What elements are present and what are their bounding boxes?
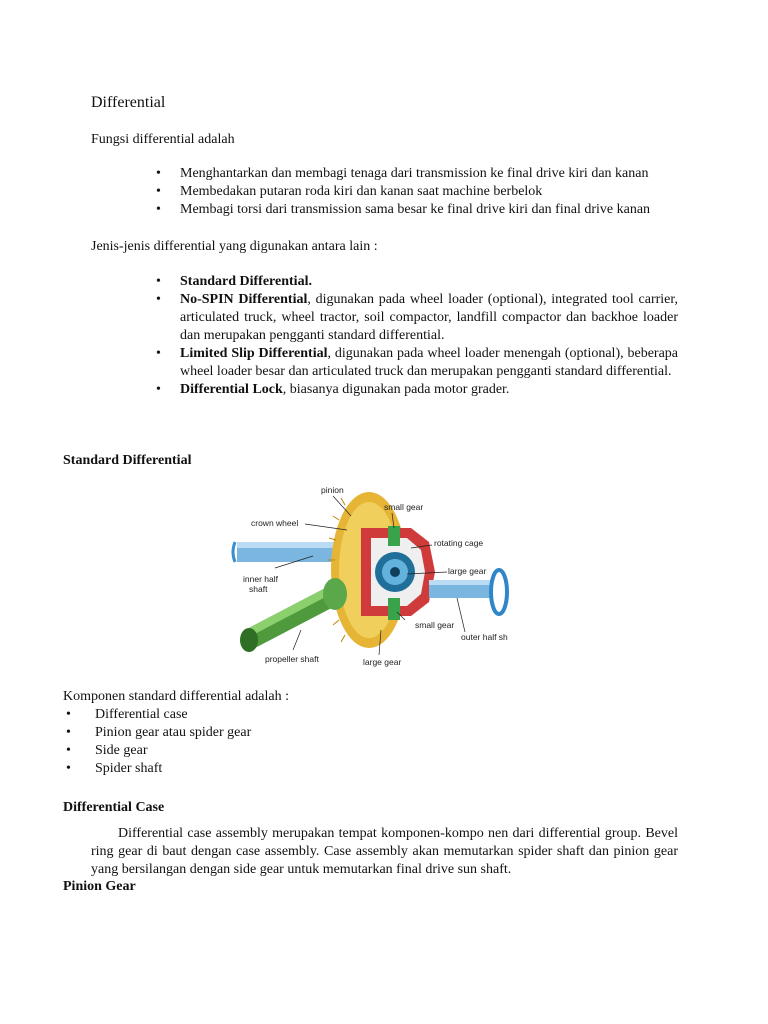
list-item: • Membagi torsi dari transmission sama besar ke final drive kiri dan final drive kanan xyxy=(156,202,651,217)
components-intro: Komponen standard differential adalah : xyxy=(63,689,289,704)
bullet-icon: • xyxy=(66,743,71,758)
label-pinion: pinion xyxy=(321,485,344,495)
list-item: • Pinion gear atau spider gear xyxy=(66,725,252,740)
list-item: • No-SPIN Differential, digunakan pada wheel loader (optional), integrated tool carrier, articulated truck, wheel tractor, soil compactor, landfill compactor dan backhoe loader dan merupakan pengganti standard differential. xyxy=(156,292,678,343)
function-list xyxy=(156,165,676,219)
list-item xyxy=(156,273,678,291)
bullet-icon: • xyxy=(66,761,71,776)
label-small-gear: small gear xyxy=(415,620,455,630)
intro-text: Fungsi differential adalah xyxy=(91,132,235,147)
label-inner-half-shaft: shaft xyxy=(249,584,268,594)
case-paragraph: Differential case assembly merupakan tempat komponen-kompo nen dari differential group. Bevel ring gear di baut dengan case assembly. Case assembly akan memutarkan spider shaft dan pinion gear yang bersilangan dengan side gear untuk memutarkan final drive sun shaft. xyxy=(91,826,678,877)
types-list xyxy=(156,273,678,399)
type-name: Limited Slip Differential xyxy=(180,346,328,361)
label-large-gear: large gear xyxy=(448,566,487,576)
bullet-icon: • xyxy=(66,707,71,722)
label-rotating-cage: rotating cage xyxy=(434,538,484,548)
bullet-icon: • xyxy=(156,346,161,361)
section-heading-standard: Standard Differential xyxy=(63,453,192,468)
page-title: Differential xyxy=(91,94,166,111)
label-outer-half-shaft: outer half sh xyxy=(461,632,508,642)
differential-diagram xyxy=(229,480,519,672)
list-item: • Membedakan putaran roda kiri dan kanan saat machine berbelok xyxy=(156,184,543,199)
label-crown-wheel: crown wheel xyxy=(251,518,299,528)
bullet-icon: • xyxy=(156,184,161,199)
list-item: • Limited Slip Differential, digunakan pada wheel loader menengah (optional), beberapa wheel loader besar dan articulated truck dan merupakan pengganti standard differential. xyxy=(156,346,678,379)
label-propeller-shaft: propeller shaft xyxy=(265,654,319,664)
list-item: • Menghantarkan dan membagi tenaga dari transmission ke final drive kiri dan kanan xyxy=(156,166,649,181)
section-heading-pinion: Pinion Gear xyxy=(63,879,136,894)
section-heading-case: Differential Case xyxy=(63,800,165,815)
label-large-gear: large gear xyxy=(363,657,402,667)
bullet-icon: • xyxy=(156,292,161,307)
bullet-icon: • xyxy=(156,274,161,289)
label-inner-half-shaft: inner half xyxy=(243,574,278,584)
types-intro: Jenis-jenis differential yang digunakan antara lain : xyxy=(91,239,378,254)
bullet-icon: • xyxy=(156,166,161,181)
bullet-icon: • xyxy=(156,382,161,397)
list-item: • Differential Lock, biasanya digunakan pada motor grader. xyxy=(156,382,510,397)
label-small-gear: small gear xyxy=(384,502,424,512)
bullet-icon: • xyxy=(156,202,161,217)
components-list xyxy=(66,706,251,778)
bullet-icon: • xyxy=(66,725,71,740)
list-item: • Spider shaft xyxy=(66,761,163,776)
list-item: • Differential case xyxy=(66,707,188,722)
type-name: Standard Differential. xyxy=(180,274,312,289)
list-item: • Side gear xyxy=(66,743,148,758)
type-name: Differential Lock xyxy=(180,382,283,397)
type-name: No-SPIN Differential xyxy=(180,292,308,307)
